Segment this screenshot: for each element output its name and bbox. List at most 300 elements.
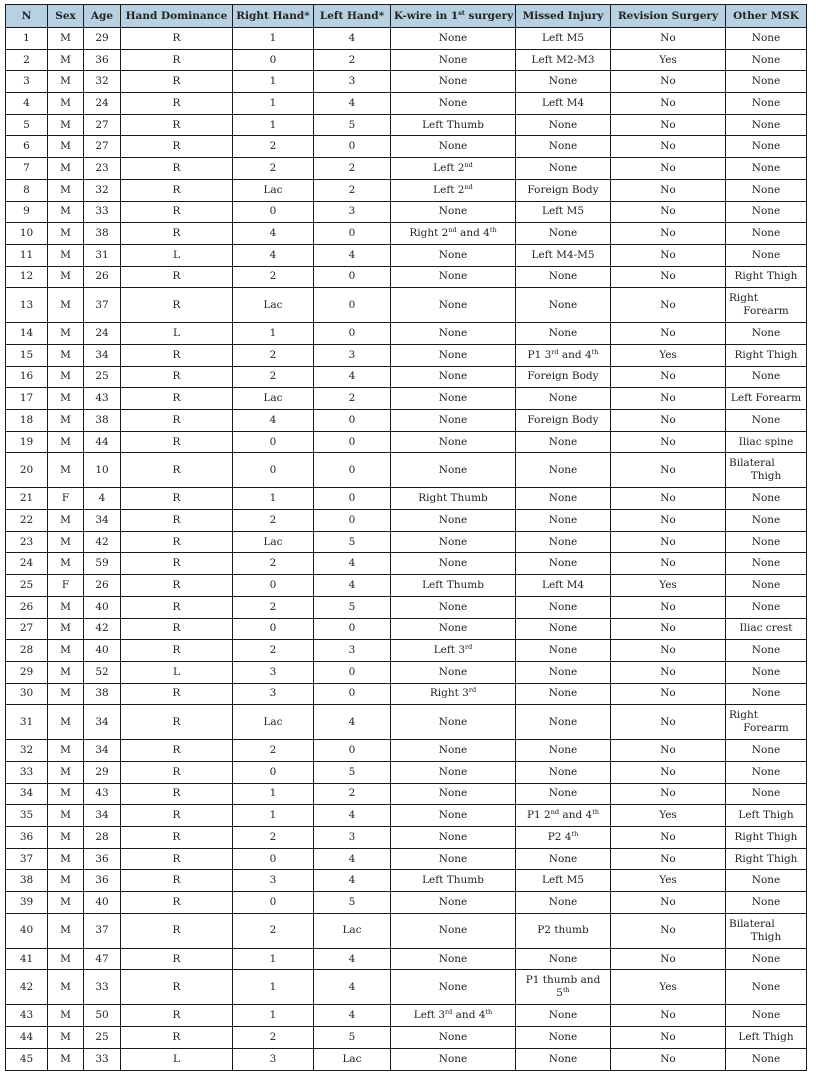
cell-sex: M bbox=[48, 913, 84, 948]
cell-right-hand: 1 bbox=[233, 1005, 314, 1027]
cell-age: 36 bbox=[84, 49, 121, 71]
cell-revision-surgery: Yes bbox=[611, 970, 726, 1005]
cell-text: and 4 bbox=[558, 348, 592, 361]
cell-hand-dominance: R bbox=[121, 488, 233, 510]
cell-left-hand: 0 bbox=[314, 323, 391, 345]
cell-hand-dominance: R bbox=[121, 761, 233, 783]
cell-missed-injury bbox=[516, 970, 611, 1005]
cell-other-msk: None bbox=[726, 114, 807, 136]
cell-kwire bbox=[391, 93, 516, 115]
cell-hand-dominance: R bbox=[121, 344, 233, 366]
cell-text: Left Thumb bbox=[422, 118, 484, 131]
cell-kwire bbox=[391, 640, 516, 662]
cell-kwire bbox=[391, 870, 516, 892]
cell-revision-surgery: No bbox=[611, 323, 726, 345]
cell-sex: M bbox=[48, 892, 84, 914]
cell-kwire bbox=[391, 49, 516, 71]
cell-missed-injury bbox=[516, 136, 611, 158]
cell-missed-injury bbox=[516, 49, 611, 71]
cell-hand-dominance: R bbox=[121, 366, 233, 388]
cell-sex: M bbox=[48, 827, 84, 849]
cell-hand-dominance: L bbox=[121, 1048, 233, 1070]
cell-other-msk: None bbox=[726, 661, 807, 683]
cell-other-msk: None bbox=[726, 410, 807, 432]
cell-other-msk: None bbox=[726, 1048, 807, 1070]
cell-n: 32 bbox=[6, 740, 48, 762]
header-left-hand: Left Hand* bbox=[314, 5, 391, 28]
patient-data-table bbox=[5, 4, 807, 1071]
cell-text: None bbox=[548, 327, 578, 340]
cell-hand-dominance: R bbox=[121, 683, 233, 705]
cell-revision-surgery: No bbox=[611, 223, 726, 245]
table-row bbox=[6, 93, 807, 115]
table-row bbox=[6, 683, 807, 705]
table-row bbox=[6, 575, 807, 597]
cell-hand-dominance: R bbox=[121, 848, 233, 870]
cell-sex: M bbox=[48, 1048, 84, 1070]
cell-kwire bbox=[391, 740, 516, 762]
cell-text: None bbox=[548, 852, 578, 865]
cell-sex: M bbox=[48, 848, 84, 870]
cell-text: None bbox=[548, 600, 578, 613]
cell-right-hand: 2 bbox=[233, 158, 314, 180]
ordinal-suffix: th bbox=[592, 808, 600, 817]
cell-age: 43 bbox=[84, 783, 121, 805]
table-row bbox=[6, 661, 807, 683]
cell-text: None bbox=[438, 952, 468, 965]
cell-hand-dominance: R bbox=[121, 618, 233, 640]
cell-text: None bbox=[438, 75, 468, 88]
cell-right-hand: 2 bbox=[233, 553, 314, 575]
table-row bbox=[6, 640, 807, 662]
cell-other-msk: Right Thigh bbox=[726, 848, 807, 870]
cell-n: 39 bbox=[6, 892, 48, 914]
cell-age: 34 bbox=[84, 705, 121, 740]
cell-hand-dominance: R bbox=[121, 892, 233, 914]
cell-revision-surgery: No bbox=[611, 158, 726, 180]
cell-revision-surgery: No bbox=[611, 705, 726, 740]
cell-age: 37 bbox=[84, 288, 121, 323]
cell-n: 9 bbox=[6, 201, 48, 223]
cell-missed-injury bbox=[516, 948, 611, 970]
cell-missed-injury bbox=[516, 510, 611, 532]
cell-right-hand: 1 bbox=[233, 970, 314, 1005]
cell-text: P1 2 bbox=[526, 809, 551, 822]
cell-right-hand: 2 bbox=[233, 136, 314, 158]
cell-hand-dominance: R bbox=[121, 1005, 233, 1027]
cell-left-hand: 0 bbox=[314, 488, 391, 510]
cell-text: None bbox=[438, 413, 468, 426]
cell-text: Left 2 bbox=[433, 161, 465, 174]
cell-text: Left M4 bbox=[541, 578, 585, 591]
cell-kwire bbox=[391, 618, 516, 640]
cell-revision-surgery: No bbox=[611, 1048, 726, 1070]
cell-revision-surgery: No bbox=[611, 827, 726, 849]
cell-left-hand: 3 bbox=[314, 201, 391, 223]
cell-text: None bbox=[548, 895, 578, 908]
cell-left-hand: 0 bbox=[314, 453, 391, 488]
cell-n: 6 bbox=[6, 136, 48, 158]
cell-kwire bbox=[391, 114, 516, 136]
cell-text: None bbox=[438, 1030, 468, 1043]
cell-revision-surgery: No bbox=[611, 531, 726, 553]
cell-text: None bbox=[438, 435, 468, 448]
cell-revision-surgery: No bbox=[611, 431, 726, 453]
table-row bbox=[6, 1048, 807, 1070]
cell-age: 42 bbox=[84, 531, 121, 553]
cell-n: 10 bbox=[6, 223, 48, 245]
cell-sex: M bbox=[48, 388, 84, 410]
header-missed-injury: Missed Injury bbox=[516, 5, 611, 28]
table-row bbox=[6, 892, 807, 914]
cell-missed-injury bbox=[516, 618, 611, 640]
cell-text: None bbox=[438, 53, 468, 66]
cell-text: None bbox=[548, 535, 578, 548]
cell-n: 11 bbox=[6, 244, 48, 266]
cell-revision-surgery: Yes bbox=[611, 575, 726, 597]
cell-hand-dominance: L bbox=[121, 661, 233, 683]
table-row bbox=[6, 705, 807, 740]
table-row bbox=[6, 510, 807, 532]
cell-missed-injury bbox=[516, 244, 611, 266]
cell-revision-surgery: Yes bbox=[611, 49, 726, 71]
cell-other-msk: None bbox=[726, 892, 807, 914]
cell-hand-dominance: R bbox=[121, 705, 233, 740]
cell-kwire bbox=[391, 388, 516, 410]
cell-hand-dominance: R bbox=[121, 948, 233, 970]
cell-other-msk: Bilateral Thigh bbox=[726, 913, 807, 948]
table-row bbox=[6, 740, 807, 762]
cell-missed-injury bbox=[516, 288, 611, 323]
cell-age: 50 bbox=[84, 1005, 121, 1027]
cell-hand-dominance: R bbox=[121, 1027, 233, 1049]
cell-left-hand: 4 bbox=[314, 870, 391, 892]
cell-kwire bbox=[391, 179, 516, 201]
cell-kwire bbox=[391, 158, 516, 180]
cell-sex: M bbox=[48, 1027, 84, 1049]
cell-hand-dominance: R bbox=[121, 71, 233, 93]
cell-missed-injury bbox=[516, 410, 611, 432]
cell-age: 52 bbox=[84, 661, 121, 683]
cell-sex: M bbox=[48, 201, 84, 223]
cell-revision-surgery: No bbox=[611, 510, 726, 532]
cell-text: P1 3 bbox=[527, 348, 552, 361]
cell-left-hand: 0 bbox=[314, 431, 391, 453]
cell-n: 38 bbox=[6, 870, 48, 892]
cell-left-hand: 4 bbox=[314, 553, 391, 575]
cell-revision-surgery: No bbox=[611, 288, 726, 323]
cell-revision-surgery: No bbox=[611, 136, 726, 158]
cell-n: 19 bbox=[6, 431, 48, 453]
cell-n: 27 bbox=[6, 618, 48, 640]
cell-text: None bbox=[548, 1009, 578, 1022]
cell-age: 34 bbox=[84, 510, 121, 532]
cell-hand-dominance: R bbox=[121, 553, 233, 575]
cell-text: None bbox=[548, 557, 578, 570]
table-row bbox=[6, 870, 807, 892]
cell-text: Left M5 bbox=[541, 31, 585, 44]
cell-kwire bbox=[391, 948, 516, 970]
cell-n: 24 bbox=[6, 553, 48, 575]
cell-n: 21 bbox=[6, 488, 48, 510]
cell-left-hand: Lac bbox=[314, 1048, 391, 1070]
table-row bbox=[6, 761, 807, 783]
cell-right-hand: 2 bbox=[233, 740, 314, 762]
cell-text: None bbox=[548, 118, 578, 131]
cell-text: None bbox=[438, 348, 468, 361]
cell-revision-surgery: No bbox=[611, 553, 726, 575]
cell-right-hand: 2 bbox=[233, 827, 314, 849]
table-row bbox=[6, 431, 807, 453]
cell-text: Left Thumb bbox=[422, 874, 484, 887]
cell-text: None bbox=[438, 924, 468, 937]
cell-n: 34 bbox=[6, 783, 48, 805]
cell-missed-injury bbox=[516, 114, 611, 136]
cell-right-hand: 2 bbox=[233, 510, 314, 532]
cell-right-hand: 2 bbox=[233, 366, 314, 388]
table-row bbox=[6, 1005, 807, 1027]
cell-age: 47 bbox=[84, 948, 121, 970]
cell-text: None bbox=[548, 270, 578, 283]
cell-right-hand: 1 bbox=[233, 323, 314, 345]
cell-left-hand: 2 bbox=[314, 179, 391, 201]
cell-left-hand: 4 bbox=[314, 28, 391, 50]
cell-revision-surgery: No bbox=[611, 266, 726, 288]
cell-revision-surgery: No bbox=[611, 114, 726, 136]
cell-kwire bbox=[391, 783, 516, 805]
cell-left-hand: 0 bbox=[314, 136, 391, 158]
table-row bbox=[6, 136, 807, 158]
cell-revision-surgery: No bbox=[611, 640, 726, 662]
cell-text: None bbox=[548, 687, 578, 700]
cell-hand-dominance: R bbox=[121, 49, 233, 71]
cell-right-hand: 3 bbox=[233, 1048, 314, 1070]
cell-hand-dominance: R bbox=[121, 970, 233, 1005]
cell-revision-surgery: No bbox=[611, 71, 726, 93]
cell-right-hand: Lac bbox=[233, 388, 314, 410]
cell-missed-injury bbox=[516, 431, 611, 453]
cell-text: None bbox=[548, 161, 578, 174]
cell-revision-surgery: No bbox=[611, 1027, 726, 1049]
cell-left-hand: 0 bbox=[314, 266, 391, 288]
cell-text: None bbox=[438, 830, 468, 843]
cell-text: None bbox=[438, 765, 468, 778]
cell-text: None bbox=[548, 765, 578, 778]
cell-missed-injury bbox=[516, 783, 611, 805]
cell-sex: M bbox=[48, 783, 84, 805]
cell-age: 27 bbox=[84, 136, 121, 158]
cell-n: 29 bbox=[6, 661, 48, 683]
cell-missed-injury bbox=[516, 531, 611, 553]
cell-n: 37 bbox=[6, 848, 48, 870]
cell-right-hand: 0 bbox=[233, 761, 314, 783]
cell-age: 36 bbox=[84, 848, 121, 870]
cell-revision-surgery: No bbox=[611, 892, 726, 914]
table-row bbox=[6, 158, 807, 180]
cell-text: Left M5 bbox=[541, 205, 585, 218]
cell-other-msk: None bbox=[726, 49, 807, 71]
cell-hand-dominance: R bbox=[121, 201, 233, 223]
cell-right-hand: 0 bbox=[233, 892, 314, 914]
cell-left-hand: 3 bbox=[314, 640, 391, 662]
cell-age: 24 bbox=[84, 93, 121, 115]
cell-other-msk: None bbox=[726, 93, 807, 115]
cell-text: Left 3 bbox=[433, 644, 466, 657]
cell-left-hand: 5 bbox=[314, 531, 391, 553]
cell-text: None bbox=[548, 298, 578, 311]
cell-sex: M bbox=[48, 870, 84, 892]
cell-revision-surgery: No bbox=[611, 244, 726, 266]
cell-kwire bbox=[391, 1027, 516, 1049]
cell-age: 44 bbox=[84, 431, 121, 453]
cell-revision-surgery: No bbox=[611, 948, 726, 970]
cell-text: and 4 bbox=[456, 227, 490, 240]
cell-text: None bbox=[548, 952, 578, 965]
cell-sex: M bbox=[48, 323, 84, 345]
table-row bbox=[6, 344, 807, 366]
cell-sex: M bbox=[48, 136, 84, 158]
table-row bbox=[6, 114, 807, 136]
cell-right-hand: 1 bbox=[233, 805, 314, 827]
cell-n: 7 bbox=[6, 158, 48, 180]
cell-kwire bbox=[391, 661, 516, 683]
ordinal-suffix: nd bbox=[550, 808, 560, 817]
cell-hand-dominance: R bbox=[121, 410, 233, 432]
cell-missed-injury bbox=[516, 761, 611, 783]
cell-text: None bbox=[438, 715, 468, 728]
cell-right-hand: 4 bbox=[233, 223, 314, 245]
cell-text: None bbox=[548, 1030, 578, 1043]
cell-missed-injury bbox=[516, 266, 611, 288]
cell-age: 34 bbox=[84, 805, 121, 827]
cell-revision-surgery: No bbox=[611, 453, 726, 488]
cell-text: None bbox=[548, 75, 578, 88]
cell-left-hand: 0 bbox=[314, 410, 391, 432]
cell-right-hand: 1 bbox=[233, 28, 314, 50]
cell-left-hand: 5 bbox=[314, 892, 391, 914]
cell-text: None bbox=[548, 392, 578, 405]
cell-right-hand: 2 bbox=[233, 344, 314, 366]
cell-revision-surgery: No bbox=[611, 740, 726, 762]
cell-other-msk: None bbox=[726, 510, 807, 532]
cell-other-msk: None bbox=[726, 223, 807, 245]
cell-sex: M bbox=[48, 114, 84, 136]
cell-age: 34 bbox=[84, 740, 121, 762]
cell-sex: M bbox=[48, 179, 84, 201]
cell-text: None bbox=[438, 980, 468, 993]
table-row bbox=[6, 596, 807, 618]
cell-missed-injury bbox=[516, 344, 611, 366]
cell-revision-surgery: No bbox=[611, 683, 726, 705]
cell-n: 13 bbox=[6, 288, 48, 323]
cell-right-hand: 3 bbox=[233, 870, 314, 892]
cell-n: 45 bbox=[6, 1048, 48, 1070]
cell-other-msk: None bbox=[726, 870, 807, 892]
cell-hand-dominance: R bbox=[121, 266, 233, 288]
cell-kwire bbox=[391, 575, 516, 597]
cell-text: None bbox=[438, 392, 468, 405]
ordinal-suffix: th bbox=[489, 226, 497, 235]
cell-age: 59 bbox=[84, 553, 121, 575]
cell-hand-dominance: R bbox=[121, 28, 233, 50]
cell-kwire bbox=[391, 805, 516, 827]
cell-kwire bbox=[391, 510, 516, 532]
cell-other-msk: Right Thigh bbox=[726, 827, 807, 849]
cell-n: 25 bbox=[6, 575, 48, 597]
cell-age: 40 bbox=[84, 892, 121, 914]
cell-revision-surgery: No bbox=[611, 618, 726, 640]
cell-kwire bbox=[391, 1005, 516, 1027]
cell-left-hand: 0 bbox=[314, 661, 391, 683]
cell-n: 2 bbox=[6, 49, 48, 71]
cell-right-hand: 4 bbox=[233, 410, 314, 432]
cell-n: 36 bbox=[6, 827, 48, 849]
cell-hand-dominance: R bbox=[121, 575, 233, 597]
table-row bbox=[6, 71, 807, 93]
cell-text: Foreign Body bbox=[527, 370, 599, 383]
cell-hand-dominance: R bbox=[121, 596, 233, 618]
cell-n: 30 bbox=[6, 683, 48, 705]
cell-text: None bbox=[438, 535, 468, 548]
cell-age: 38 bbox=[84, 410, 121, 432]
cell-n: 31 bbox=[6, 705, 48, 740]
ordinal-suffix: rd bbox=[551, 347, 559, 356]
cell-sex: M bbox=[48, 244, 84, 266]
cell-right-hand: 4 bbox=[233, 244, 314, 266]
cell-text: None bbox=[438, 600, 468, 613]
cell-left-hand: 4 bbox=[314, 575, 391, 597]
cell-text: None bbox=[438, 270, 468, 283]
cell-other-msk: None bbox=[726, 948, 807, 970]
ordinal-suffix: rd bbox=[468, 686, 477, 695]
cell-text: Left 2 bbox=[433, 183, 465, 196]
cell-text: None bbox=[548, 644, 578, 657]
cell-right-hand: Lac bbox=[233, 531, 314, 553]
cell-sex: M bbox=[48, 158, 84, 180]
cell-text: Right 3 bbox=[429, 687, 469, 700]
cell-n: 17 bbox=[6, 388, 48, 410]
cell-kwire bbox=[391, 410, 516, 432]
cell-other-msk: None bbox=[726, 575, 807, 597]
cell-n: 44 bbox=[6, 1027, 48, 1049]
cell-text: Left M4-M5 bbox=[531, 248, 595, 261]
cell-kwire bbox=[391, 288, 516, 323]
cell-age: 38 bbox=[84, 683, 121, 705]
cell-age: 23 bbox=[84, 158, 121, 180]
cell-other-msk: Right Forearm bbox=[726, 288, 807, 323]
cell-kwire bbox=[391, 705, 516, 740]
cell-revision-surgery: No bbox=[611, 28, 726, 50]
cell-revision-surgery: No bbox=[611, 1005, 726, 1027]
cell-text: None bbox=[438, 463, 468, 476]
cell-sex: M bbox=[48, 71, 84, 93]
cell-n: 40 bbox=[6, 913, 48, 948]
cell-age: 42 bbox=[84, 618, 121, 640]
cell-right-hand: 0 bbox=[233, 453, 314, 488]
cell-text: None bbox=[438, 809, 468, 822]
cell-age: 28 bbox=[84, 827, 121, 849]
cell-age: 29 bbox=[84, 28, 121, 50]
header-age: Age bbox=[84, 5, 121, 28]
cell-sex: M bbox=[48, 596, 84, 618]
cell-sex: M bbox=[48, 553, 84, 575]
ordinal-suffix: nd bbox=[464, 182, 473, 191]
cell-n: 41 bbox=[6, 948, 48, 970]
cell-kwire bbox=[391, 136, 516, 158]
cell-left-hand: 3 bbox=[314, 71, 391, 93]
cell-missed-injury bbox=[516, 323, 611, 345]
cell-age: 31 bbox=[84, 244, 121, 266]
